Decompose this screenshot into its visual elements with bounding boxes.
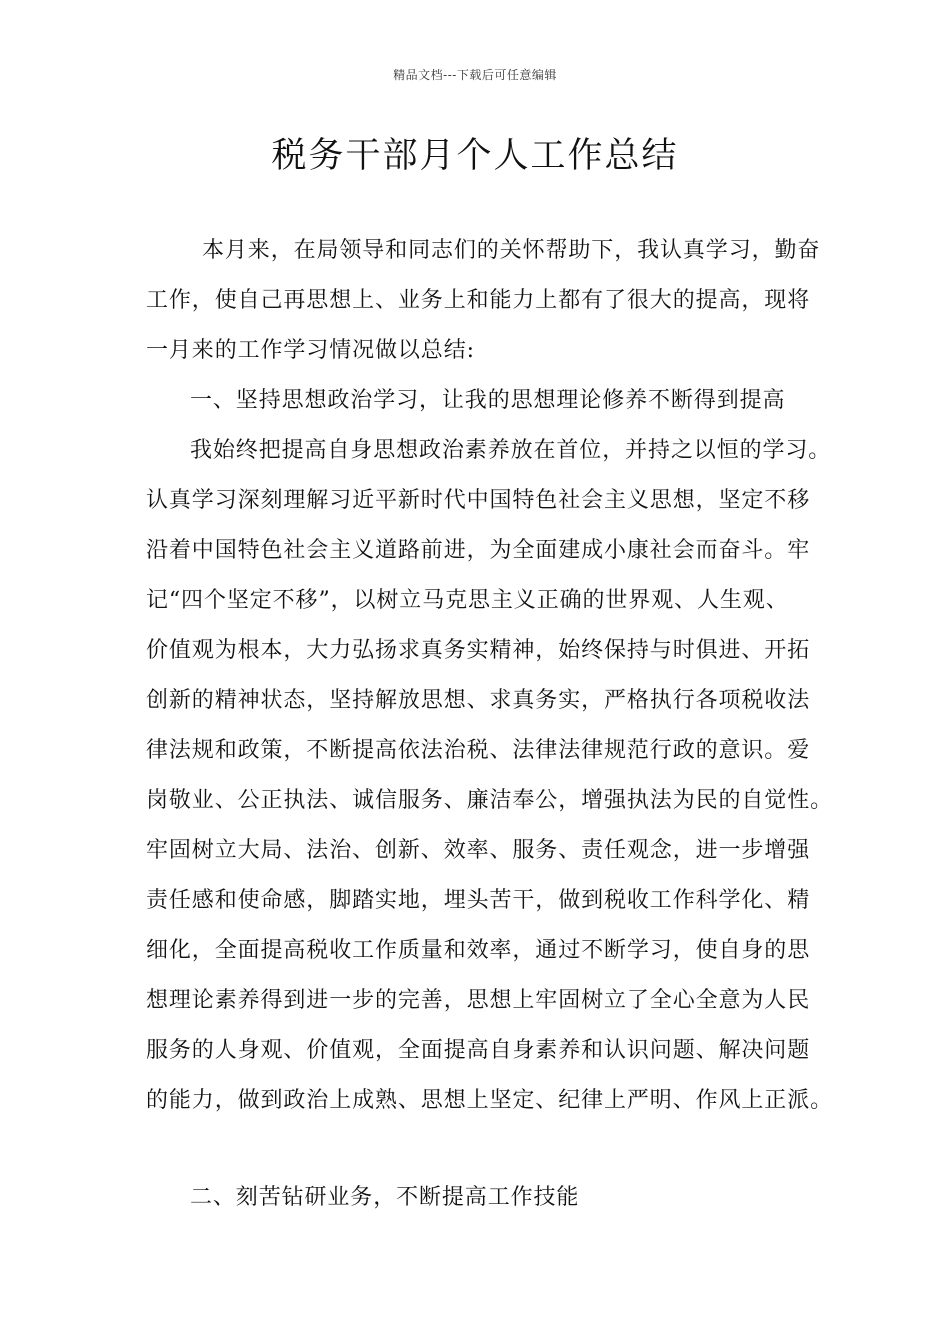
intro-line: 一月来的工作学习情况做以总结: <box>146 338 475 363</box>
header-note: 精品文档---下载后可任意编辑 <box>393 68 557 82</box>
section-1-line: 细化，全面提高税收工作质量和效率，通过不断学习，使自身的思 <box>146 938 811 963</box>
section-1-line: 创新的精神状态，坚持解放思想、求真务实，严格执行各项税收法 <box>146 688 811 713</box>
section-1-heading <box>146 376 828 426</box>
intro-line: 工作，使自己再思想上、业务上和能力上都有了很大的提高，现将 <box>146 288 811 313</box>
section-1-paragraph <box>146 426 834 1126</box>
section-2-heading <box>146 1173 828 1223</box>
section-1-line: 认真学习深刻理解习近平新时代中国特色社会主义思想，坚定不移 <box>146 488 811 513</box>
section-1-line: 沿着中国特色社会主义道路前进，为全面建成小康社会而奋斗。牢 <box>146 538 811 563</box>
section-2-heading-text: 二、刻苦钻研业务，不断提高工作技能 <box>190 1185 580 1210</box>
section-1-line: 价值观为根本，大力弘扬求真务实精神，始终保持与时俱进、开拓 <box>146 638 811 663</box>
intro-paragraph <box>146 226 828 376</box>
section-1-line: 我始终把提高自身思想政治素养放在首位，并持之以恒的学习。 <box>190 438 832 463</box>
document-title: 税务干部月个人工作总结 <box>271 136 679 176</box>
section-1-line: 律法规和政策，不断提高依法治税、法律法律规范行政的意识。爱 <box>146 738 811 763</box>
section-1-heading-text: 一、坚持思想政治学习，让我的思想理论修养不断得到提高 <box>190 388 786 413</box>
section-1-line: 责任感和使命感，脚踏实地，埋头苦干，做到税收工作科学化、精 <box>146 888 811 913</box>
section-1-line: 牢固树立大局、法治、创新、效率、服务、责任观念，进一步增强 <box>146 838 811 863</box>
section-1-line: 记“四个坚定不移”，以树立马克思主义正确的世界观、人生观、 <box>146 588 789 613</box>
section-1-line: 的能力，做到政治上成熟、思想上坚定、纪律上严明、作风上正派。 <box>146 1088 834 1113</box>
section-1-line: 岗敬业、公正执法、诚信服务、廉洁奉公，增强执法为民的自觉性。 <box>146 788 834 813</box>
section-1-line: 想理论素养得到进一步的完善，思想上牢固树立了全心全意为人民 <box>146 988 811 1013</box>
section-1-line: 服务的人身观、价值观，全面提高自身素养和认识问题、解决问题 <box>146 1038 811 1063</box>
intro-line: 本月来，在局领导和同志们的关怀帮助下，我认真学习，勤奋 <box>202 238 821 263</box>
